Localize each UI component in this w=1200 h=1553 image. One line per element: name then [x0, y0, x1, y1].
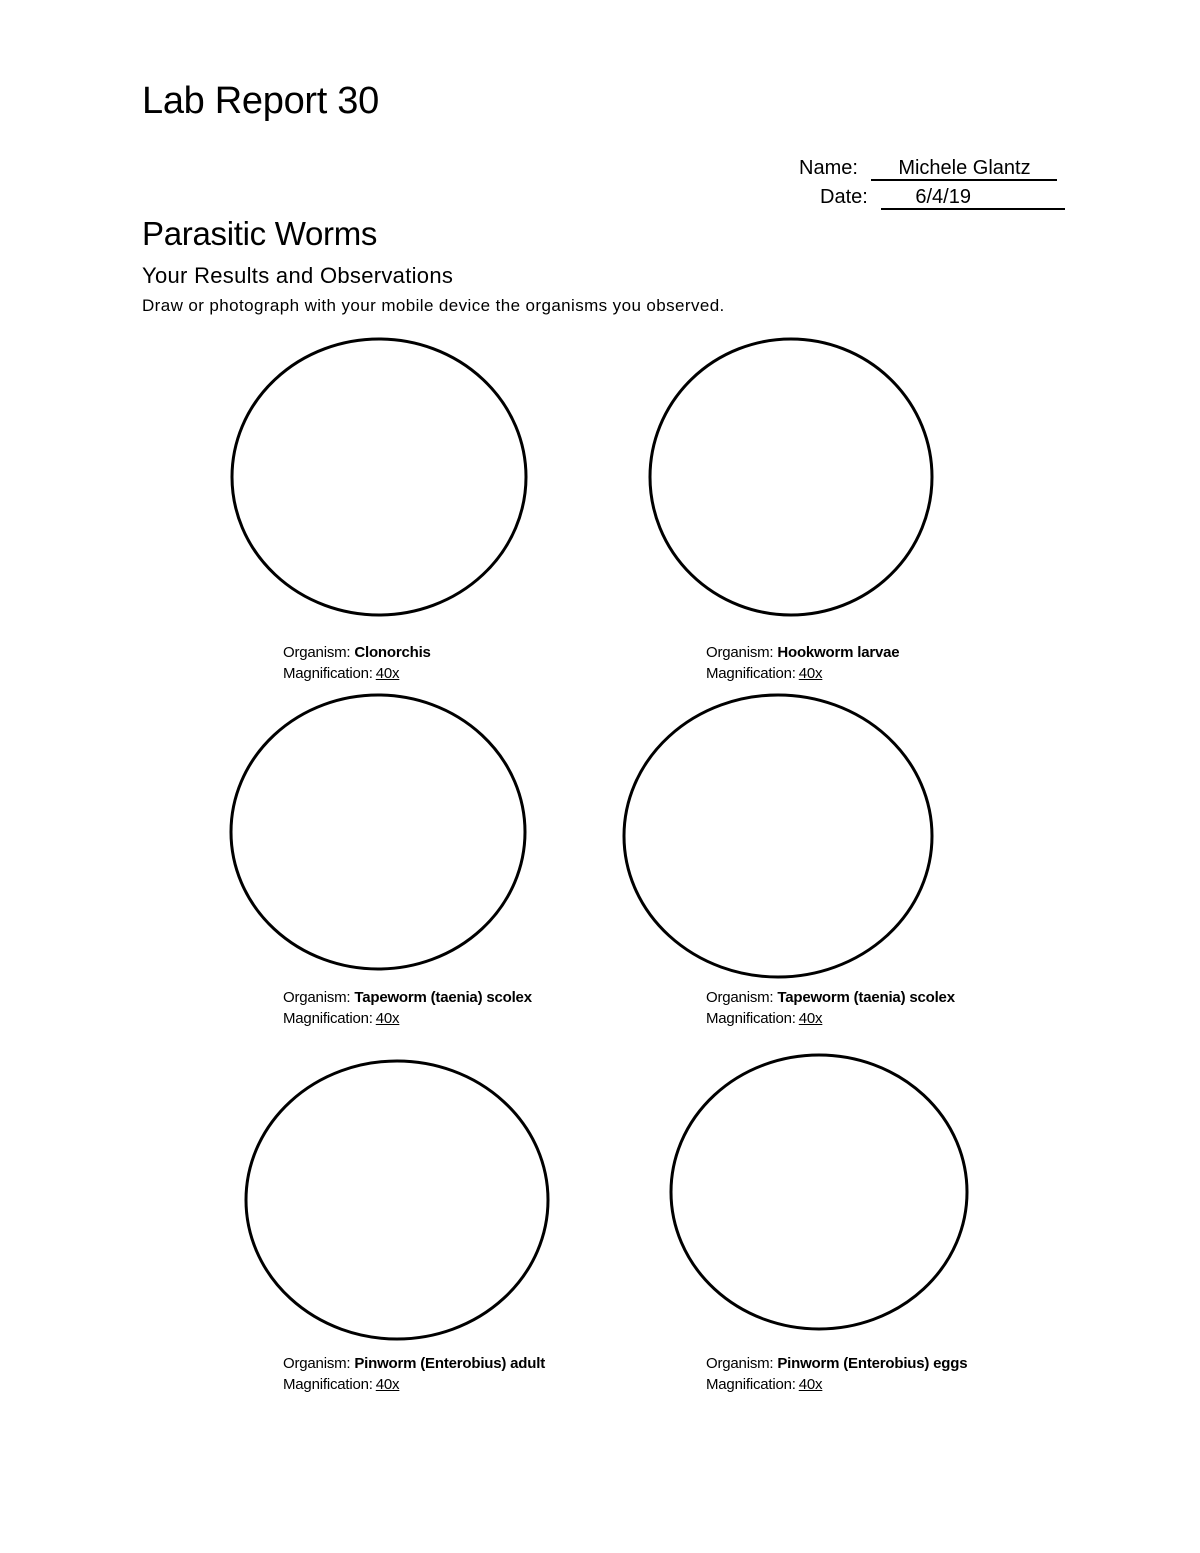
specimen-caption-4	[706, 987, 955, 1029]
magnification-label: Magnification:	[283, 665, 373, 682]
organism-line	[706, 987, 955, 1008]
report-title: Lab Report 30	[142, 80, 379, 122]
name-field	[799, 156, 1057, 181]
magnification-line	[706, 1008, 955, 1029]
magnification-value: 40x	[375, 1010, 400, 1027]
organism-name: Clonorchis	[354, 644, 431, 661]
magnification-label: Magnification:	[283, 1376, 373, 1393]
organism-name: Pinworm (Enterobius) adult	[354, 1355, 545, 1372]
specimen-caption-2	[706, 642, 899, 684]
section-title: Parasitic Worms	[142, 215, 378, 252]
organism-label: Organism:	[283, 644, 351, 661]
organism-line	[706, 1353, 967, 1374]
organism-name: Hookworm larvae	[777, 644, 900, 661]
organism-line	[706, 642, 899, 663]
organism-name: Pinworm (Enterobius) eggs	[777, 1355, 968, 1372]
date-value: 6/4/19	[915, 186, 971, 208]
magnification-value: 40x	[798, 1010, 823, 1027]
drawing-circle-1	[232, 339, 526, 615]
organism-label: Organism:	[706, 1355, 774, 1372]
magnification-line	[706, 1374, 967, 1395]
organism-label: Organism:	[706, 644, 774, 661]
magnification-line	[283, 1008, 532, 1029]
date-field	[820, 185, 1065, 210]
magnification-line	[283, 663, 431, 684]
magnification-label: Magnification:	[283, 1010, 373, 1027]
magnification-label: Magnification:	[706, 665, 796, 682]
date-label: Date:	[820, 186, 868, 208]
organism-line	[283, 987, 532, 1008]
organism-line	[283, 642, 431, 663]
organism-label: Organism:	[706, 989, 774, 1006]
magnification-value: 40x	[798, 665, 823, 682]
subsection-title: Your Results and Observations	[142, 263, 454, 288]
magnification-line	[283, 1374, 545, 1395]
instructions-text: Draw or photograph with your mobile device the organisms you observed.	[142, 296, 725, 315]
magnification-value: 40x	[798, 1376, 823, 1393]
magnification-label: Magnification:	[706, 1376, 796, 1393]
specimen-caption-6	[706, 1353, 967, 1395]
magnification-label: Magnification:	[706, 1010, 796, 1027]
organism-name: Tapeworm (taenia) scolex	[354, 989, 532, 1006]
specimen-caption-5	[283, 1353, 545, 1395]
organism-label: Organism:	[283, 1355, 351, 1372]
name-label: Name:	[799, 157, 858, 179]
organism-name: Tapeworm (taenia) scolex	[777, 989, 955, 1006]
drawing-circle-3	[231, 695, 525, 969]
drawing-circle-6	[671, 1055, 967, 1329]
drawing-circle-2	[650, 339, 932, 615]
specimen-caption-1	[283, 642, 431, 684]
name-value: Michele Glantz	[871, 158, 1057, 181]
date-underline	[881, 187, 1065, 210]
specimen-caption-3	[283, 987, 532, 1029]
magnification-value: 40x	[375, 1376, 400, 1393]
drawing-circle-5	[246, 1061, 548, 1339]
magnification-value: 40x	[375, 665, 400, 682]
drawing-circle-4	[624, 695, 932, 977]
magnification-line	[706, 663, 899, 684]
organism-line	[283, 1353, 545, 1374]
organism-label: Organism:	[283, 989, 351, 1006]
